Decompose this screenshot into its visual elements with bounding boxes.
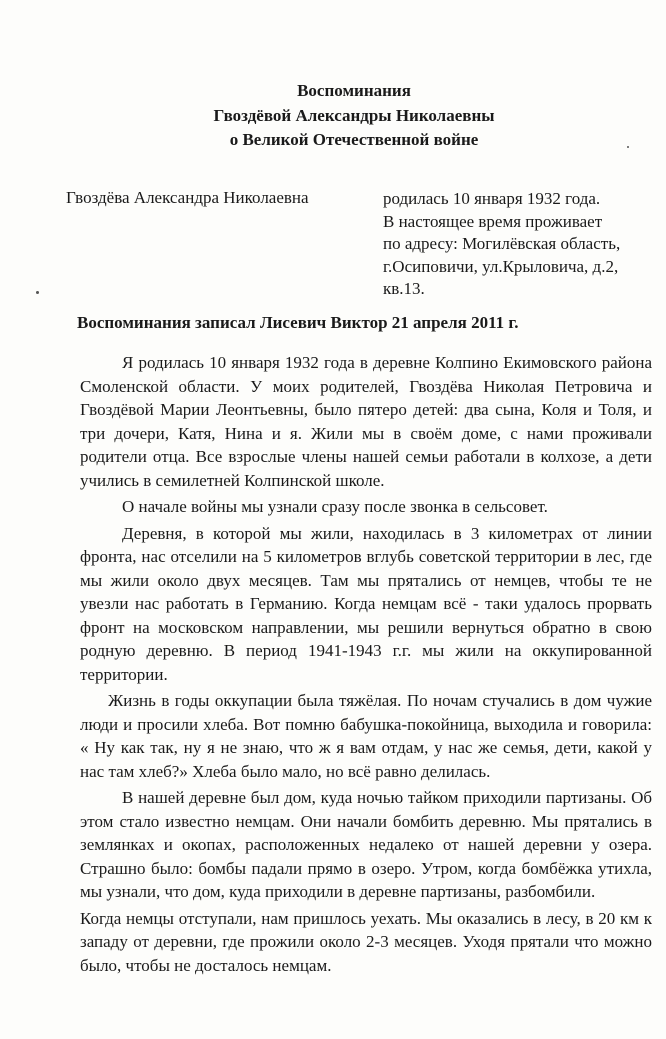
- person-info: [383, 188, 620, 301]
- paragraph-3: Деревня, в которой мы жили, находилась в 3 километрах от линии фронта, нас отселили на 5 километров вглубь советской территории в лес, где мы жили около двух месяцев. Там мы прятались от немцев, чтобы те не увезли нас работать в Германию. Когда немцам всё - таки удалось прорвать фронт на московском направлении, мы решили вернуться обратно в свою родную деревню. В период 1941-1943 г.г. мы жили на оккупированной территории.: [80, 523, 652, 684]
- scan-speck: [627, 146, 629, 148]
- paragraph-2: О начале войны мы узнали сразу после звонка в сельсовет.: [122, 497, 548, 516]
- info-line-apartment: кв.13.: [383, 279, 425, 298]
- info-line-birth: родилась 10 января 1932 года.: [383, 189, 601, 208]
- info-line-residence: В настоящее время проживает: [383, 211, 603, 231]
- paragraph-4: Жизнь в годы оккупации была тяжёлая. По ночам стучались в дом чужие люди и просили хлеба. Вот помню бабушка-покойница, выходила и говорила: « Ну как так, ну я не знаю, что ж я вам отдам, у нас же семья, дети, какой у нас там хлеб?» Хлеба было мало, но всё равно делилась.: [80, 691, 652, 781]
- recorded-by-line: Воспоминания записал Лисевич Виктор 21 апреля 2011 г.: [77, 313, 519, 332]
- scan-speck: [36, 291, 39, 294]
- info-line-address-1: по адресу: Могилёвская область,: [383, 234, 621, 253]
- title-line-1: Воспоминания: [297, 81, 411, 100]
- paragraph-1: Я родилась 10 января 1932 года в деревне Колпино Екимовского района Смоленской области. У моих родителей, Гвоздёва Николая Петровича и Гвоздёвой Марии Леонтьевны, было пятеро детей: два сына, Коля и Толя, и три дочери, Катя, Нина и я. Жили мы в своём доме, с нами проживали родители отца. Все взрослые члены нашей семьи работали в колхозе, а дети учились в семилетней Колпинской школе.: [80, 353, 652, 490]
- paragraph-5: В нашей деревне был дом, куда ночью тайком приходили партизаны. Об этом стало известно немцам. Они начали бомбить деревню. Мы прятались в землянках и окопах, расположенных недалеко от нашей деревни у озера. Страшно было: бомбы падали прямо в озеро. Утром, когда бомбёжка утихла, мы узнали, что дом, куда приходили в деревне партизаны, разбомбили.: [80, 788, 652, 901]
- title-line-2: Гвоздёвой Александры Николаевны: [213, 106, 495, 125]
- info-line-address-2: г.Осиповичи, ул.Крыловича, д.2,: [383, 256, 619, 276]
- title-line-3: о Великой Отечественной войне: [229, 130, 479, 149]
- person-name: Гвоздёва Александра Николаевна: [66, 188, 309, 207]
- memoir-body: [80, 351, 652, 980]
- paragraph-6: Когда немцы отступали, нам пришлось уехать. Мы оказались в лесу, в 20 км к западу от деревни, где прожили около 2-3 месяцев. Уходя прятали что можно было, чтобы не досталось немцам.: [80, 908, 652, 975]
